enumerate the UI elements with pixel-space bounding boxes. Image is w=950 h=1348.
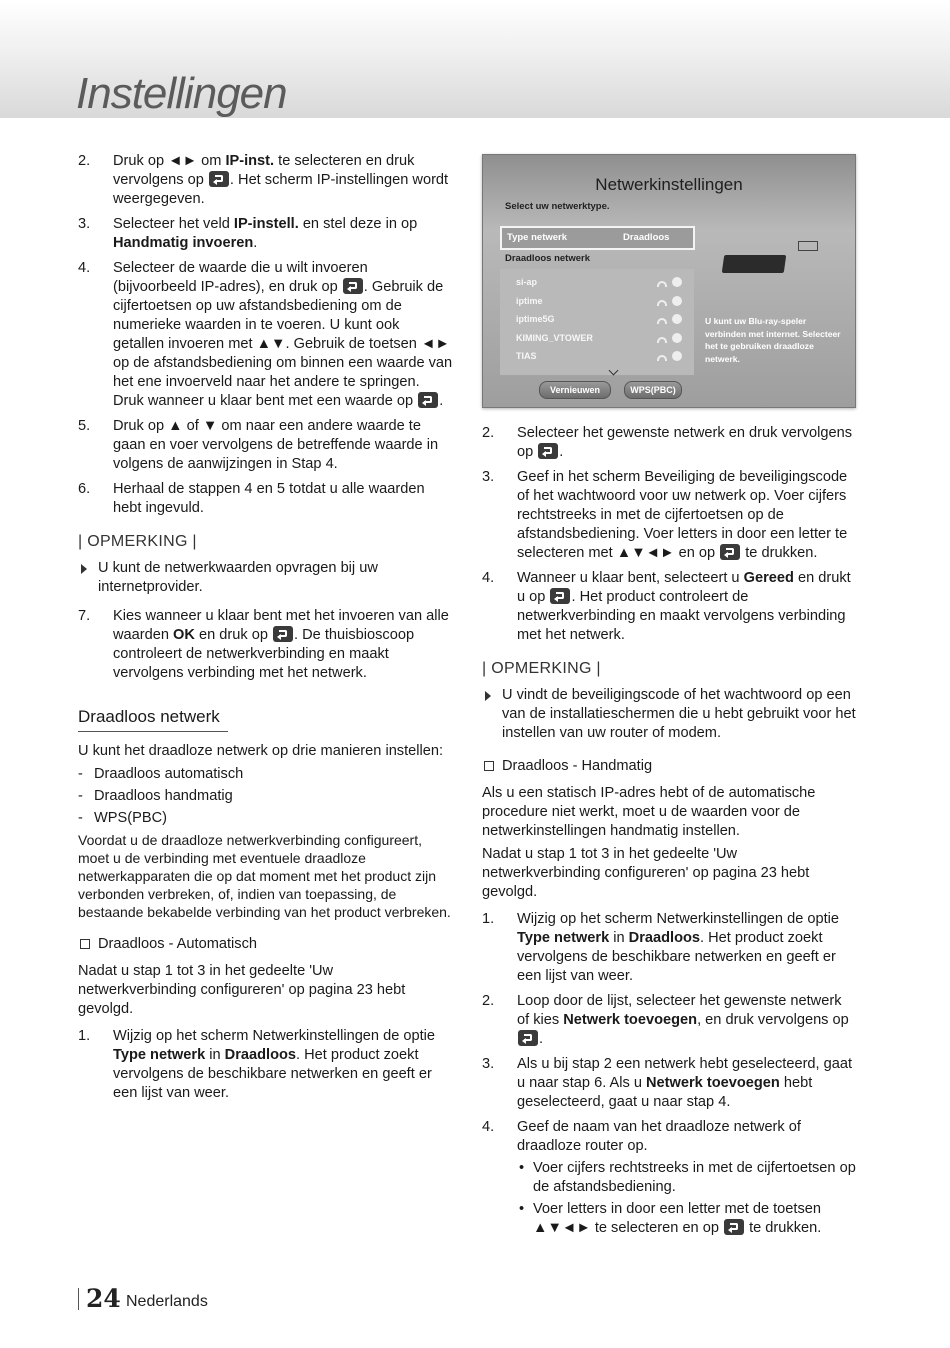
step-4: 4. Wanneer u klaar bent, selecteert u Gereed en drukt u op . Het product controleert de netwerkverbinding en maakt vervolgens verbinding met het netwerk. [482, 570, 851, 643]
arrow-icon [672, 333, 682, 343]
step-5: 5. Druk op ▲ of ▼ om naar een andere waarde te gaan en voer vervolgens de betreffende waarde in volgens de aanwijzingen in Stap 4. [78, 418, 439, 472]
enter-key-icon [550, 588, 570, 604]
note-heading: | OPMERKING | [482, 660, 601, 677]
method-item: - WPS(PBC) [78, 810, 167, 826]
wireless-list-label: Draadloos netwerk [505, 253, 590, 264]
enter-key-icon [209, 171, 229, 187]
intro-text: U kunt het draadloze netwerk op drie manieren instellen: [78, 743, 444, 759]
screen-subtitle: Select uw netwerktype. [505, 201, 610, 212]
screen-title: Netwerkinstellingen [595, 175, 743, 194]
network-item[interactable]: KIMING_VTOWER [516, 333, 593, 343]
bluray-player-icon [722, 255, 787, 273]
page-number: 24 [86, 1284, 121, 1313]
wifi-icon [657, 337, 667, 343]
network-item[interactable]: iptime5G [516, 314, 555, 324]
step-3: 3. Geef in het scherm Beveiliging de beveiligingscode of het wachtwoord voor uw netwerk op. Voer cijfers rechtstreeks in met de cijfertoetsen op de afstandsbediening. Voer letters in door een letter te selecteren met ▲▼◄► en op te drukken. [482, 469, 848, 561]
left-column [78, 152, 453, 1109]
warning-text: Voordat u de draadloze netwerkverbinding configureert, moet u de verbinding met eventuele draadloze netwerkapparaten die op dat moment met het product zijn verbonden verbreken, of, indien van toepassing, de bestaande bekabelde verbinding van het product verbreken. [78, 832, 451, 920]
enter-key-icon [720, 544, 740, 560]
enter-key-icon [418, 392, 438, 408]
step-2: 2. Druk op ◄► om IP-inst. te selecteren en druk vervolgens op . Het scherm IP-instellingen wordt weergegeven. [78, 153, 449, 207]
network-item[interactable]: si-ap [516, 277, 538, 287]
checkbox-square-icon [80, 939, 90, 949]
enter-key-icon [273, 626, 293, 642]
auto-intro: Nadat u stap 1 tot 3 in het gedeelte 'Uw netwerkverbinding configureren' op pagina 23 hebt gevolgd. [78, 963, 406, 1017]
triangle-bullet-icon [485, 691, 491, 701]
network-settings-screen [482, 154, 856, 408]
checkbox-square-icon [484, 761, 494, 771]
bullet-item: • Voer letters in door een letter met de toetsen ▲▼◄► te selecteren en op te drukken. [519, 1201, 822, 1236]
triangle-bullet-icon [81, 564, 87, 574]
section-title: Draadloos netwerk [78, 707, 228, 732]
enter-key-icon [724, 1219, 744, 1235]
network-item[interactable]: iptime [516, 296, 543, 306]
step-6: 6. Herhaal de stappen 4 en 5 totdat u alle waarden hebt ingevuld. [78, 481, 425, 516]
note-item: U vindt de beveiligingscode of het wachtwoord op een van de installatieschermen die u hebt gebruikt voor het instellen van uw router of modem. [482, 686, 857, 743]
footer-divider [78, 1288, 79, 1310]
manual-step-3: 3. Als u bij stap 2 een netwerk hebt geselecteerd, gaat u naar stap 6. Als u Netwerk toevoegen hebt geselecteerd, gaat u naar stap 4. [482, 1056, 853, 1110]
manual-step-4: 4. Geef de naam van het draadloze netwerk of draadloze router op. • Voer cijfers rechtstreeks in met de cijfertoetsen op de afstandsbediening. • Voer letters in door een letter met de toetsen ▲▼◄► te selecteren en op te drukken. [482, 1119, 856, 1236]
page-title: Instellingen [76, 69, 287, 118]
method-item: - Draadloos handmatig [78, 788, 233, 804]
method-item: - Draadloos automatisch [78, 766, 244, 782]
wifi-icon [657, 355, 667, 361]
manual-step-1: 1. Wijzig op het scherm Netwerkinstellingen de optie Type netwerk in Draadloos. Het product zoekt vervolgens de beschikbare netwerken en geeft er een lijst van weer. [482, 911, 840, 984]
enter-key-icon [538, 443, 558, 459]
auto-heading: Draadloos - Automatisch [78, 935, 453, 954]
bullet-item: • Voer cijfers rechtstreeks in met de cijfertoetsen op de afstandsbediening. [519, 1160, 856, 1195]
arrow-icon [672, 277, 682, 287]
step-2: 2. Selecteer het gewenste netwerk en druk vervolgens op . [482, 425, 853, 460]
manual-intro-2: Nadat u stap 1 tot 3 in het gedeelte 'Uw netwerkverbinding configureren' op pagina 23 hebt gevolgd. [482, 846, 810, 900]
wifi-icon [657, 281, 667, 287]
wps-button[interactable]: WPS(PBC) [624, 381, 682, 399]
manual-step-2: 2. Loop door de lijst, selecteer het gewenste netwerk of kies Netwerk toevoegen, en druk vervolgens op . [482, 993, 849, 1047]
screen-description: U kunt uw Blu-ray-speler verbinden met internet. Selecteer het te gebruiken draadloze netwerk. [705, 316, 841, 364]
network-item[interactable]: TIAS [516, 351, 537, 361]
wifi-icon [657, 300, 667, 306]
arrow-icon [672, 351, 682, 361]
step-7: 7. Kies wanneer u klaar bent met het invoeren van alle waarden OK en druk op . De thuisbioscoop controleert de netwerkverbinding en maakt vervolgens verbinding met het netwerk. [78, 608, 449, 681]
step-4: 4. Selecteer de waarde die u wilt invoeren (bijvoorbeeld IP-adres), en druk op . Gebruik de cijfertoetsen op uw afstandsbediening om de numerieke waarden in te voeren. U kunt ook getallen invoeren met ▲▼. Gebruik de toetsen ◄► op de afstandsbediening om binnen een waarde van het ene invoerveld naar het andere te springen. Druk wanneer u klaar bent met een waarde op . [78, 260, 453, 409]
step-3: 3. Selecteer het veld IP-instell. en stel deze in op Handmatig invoeren. [78, 216, 418, 251]
enter-key-icon [518, 1030, 538, 1046]
enter-key-icon [343, 278, 363, 294]
right-column [482, 424, 857, 1244]
note-heading: | OPMERKING | [78, 533, 197, 550]
manual-heading: Draadloos - Handmatig [482, 757, 857, 776]
network-type-row[interactable]: Type netwerk Draadloos [500, 226, 695, 250]
language-label: Nederlands [126, 1293, 208, 1310]
network-list [500, 269, 694, 375]
wifi-icon [657, 318, 667, 324]
note-item: U kunt de netwerkwaarden opvragen bij uw internetprovider. [78, 559, 453, 597]
router-icon [798, 241, 818, 251]
manual-intro-1: Als u een statisch IP-adres hebt of de automatische procedure niet werkt, moet u de waarden voor de netwerkinstellingen handmatig instellen. [482, 785, 816, 839]
arrow-icon [672, 314, 682, 324]
auto-step-1: 1. Wijzig op het scherm Netwerkinstellingen de optie Type netwerk in Draadloos. Het product zoekt vervolgens de beschikbare netwerken en geeft er een lijst van weer. [78, 1028, 436, 1101]
arrow-icon [672, 296, 682, 306]
refresh-button[interactable]: Vernieuwen [539, 381, 611, 399]
